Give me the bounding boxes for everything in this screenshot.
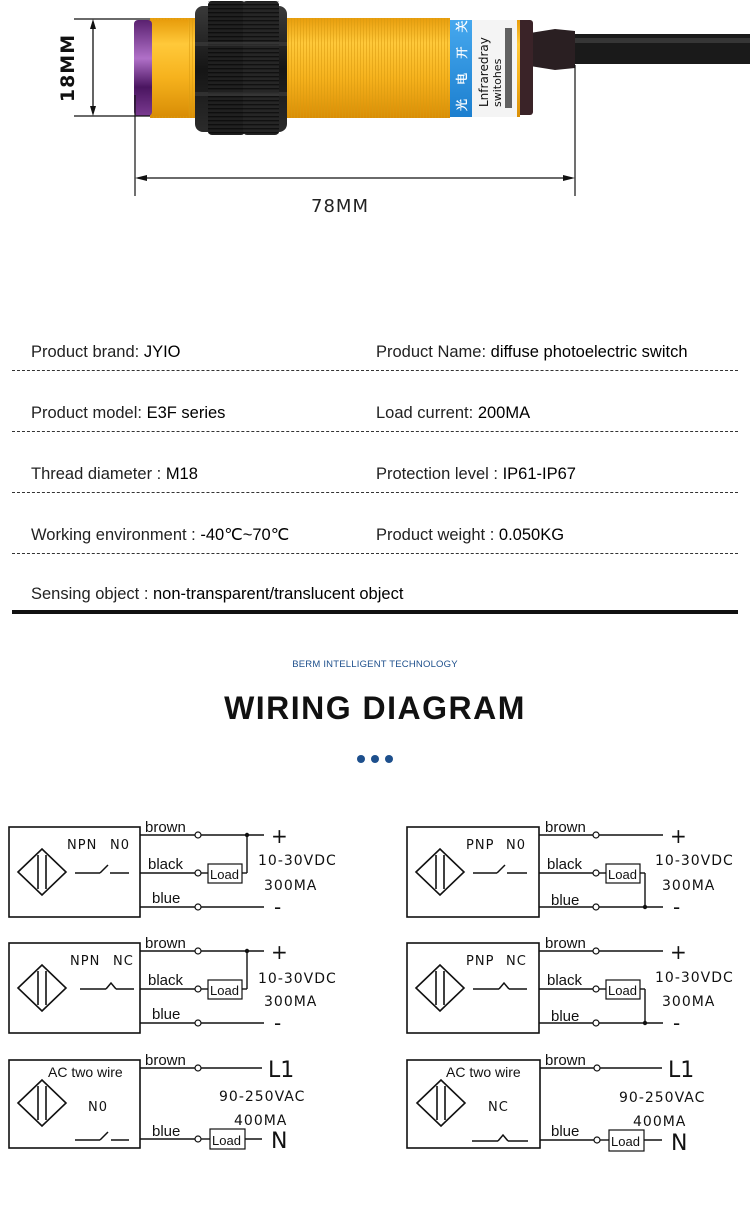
switch-nc-icon	[80, 983, 134, 989]
lens	[134, 20, 152, 116]
dot-icon	[357, 755, 365, 763]
positive-terminal: +	[271, 824, 288, 848]
dot-icon	[371, 755, 379, 763]
wiring-diagram-pnp-nc	[375, 931, 750, 1041]
sensor-symbol-icon	[18, 849, 66, 895]
switch-no-icon	[75, 1132, 129, 1140]
spec-load-current: Load current: 200MA	[376, 404, 531, 422]
positive-terminal: +	[670, 940, 687, 964]
contact-type-label: NC	[488, 1100, 509, 1115]
wiring-diagram-npn-nc	[0, 931, 375, 1041]
negative-terminal: -	[274, 895, 282, 919]
spec-row	[12, 554, 738, 614]
current-label: 400MA	[234, 1113, 288, 1129]
voltage-label: 90-250VAC	[219, 1089, 306, 1105]
wire-label-brown: brown	[145, 935, 186, 952]
output-type-label: PNP	[466, 838, 495, 853]
voltage-label: 10-30VDC	[258, 853, 337, 869]
output-type-label: NPN	[67, 838, 98, 853]
switch-no-icon	[473, 865, 527, 873]
spec-protection-level: Protection level : IP61-IP67	[376, 465, 576, 483]
cable-gland	[530, 29, 575, 70]
negative-terminal: -	[673, 895, 681, 919]
wire-label-blue: blue	[551, 1008, 580, 1025]
spec-row	[12, 432, 738, 493]
contact-type-label: N0	[88, 1100, 108, 1115]
company-tagline: BERM INTELLIGENT TECHNOLOGY	[292, 659, 458, 670]
current-label: 400MA	[633, 1114, 687, 1130]
voltage-label: 10-30VDC	[258, 971, 337, 987]
current-label: 300MA	[264, 878, 318, 894]
sensor-symbol-icon	[18, 1080, 66, 1126]
load-label: Load	[608, 867, 637, 882]
wire-label-black: black	[547, 972, 583, 989]
contact-type-label: N0	[506, 838, 526, 853]
wire-label-black: black	[148, 972, 184, 989]
length-dimension-label: 78MM	[311, 196, 369, 217]
wire-label-blue: blue	[152, 890, 181, 907]
load-label: Load	[210, 983, 239, 998]
wiring-diagram-pnp-no	[375, 815, 750, 925]
load-label: Load	[608, 983, 637, 998]
current-label: 300MA	[662, 994, 716, 1010]
current-label: 300MA	[264, 994, 318, 1010]
output-type-label: AC two wire	[48, 1064, 123, 1080]
contact-type-label: NC	[506, 954, 527, 969]
wiring-diagram-ac-no	[0, 1050, 375, 1160]
switch-no-icon	[75, 865, 129, 873]
line-terminal: L1	[268, 1058, 295, 1083]
spec-table	[12, 310, 738, 614]
wire-label-black: black	[148, 856, 184, 873]
wiring-diagram-npn-no	[0, 815, 375, 925]
wire-label-brown: brown	[145, 819, 186, 836]
output-type-label: PNP	[466, 954, 495, 969]
wire-label-brown: brown	[545, 1052, 586, 1069]
spec-row	[12, 493, 738, 554]
contact-type-label: N0	[110, 838, 130, 853]
switch-nc-icon	[473, 983, 527, 989]
section-title: WIRING DIAGRAM	[224, 690, 526, 726]
spec-brand: Product brand: JYIO	[31, 343, 181, 361]
voltage-label: 10-30VDC	[655, 853, 734, 869]
positive-terminal: +	[670, 824, 687, 848]
wire-label-blue: blue	[152, 1123, 181, 1140]
spec-model: Product model: E3F series	[31, 404, 226, 422]
wire-label-brown: brown	[545, 935, 586, 952]
wire-label-brown: brown	[145, 1052, 186, 1069]
product-photo	[0, 0, 750, 230]
load-label: Load	[611, 1134, 640, 1149]
wire-label-black: black	[547, 856, 583, 873]
spec-product-name: Product Name: diffuse photoelectric switch	[376, 343, 688, 361]
sensor-symbol-icon	[416, 965, 464, 1011]
voltage-label: 10-30VDC	[655, 970, 734, 986]
dot-icon	[385, 755, 393, 763]
output-type-label: AC two wire	[446, 1064, 521, 1080]
neutral-terminal: N	[671, 1131, 688, 1156]
decorative-dots	[357, 755, 393, 764]
label-line1: Lnfraredray	[477, 37, 491, 107]
sensor-symbol-icon	[416, 849, 464, 895]
switch-nc-icon	[472, 1135, 528, 1141]
negative-terminal: -	[673, 1011, 681, 1035]
wire-label-blue: blue	[551, 1123, 580, 1140]
positive-terminal: +	[271, 940, 288, 964]
load-label: Load	[210, 867, 239, 882]
spec-row	[12, 310, 738, 371]
label-chinese-text: 光 电 开 关	[455, 15, 469, 111]
wire-label-blue: blue	[551, 892, 580, 909]
negative-terminal: -	[274, 1011, 282, 1035]
sensor-symbol-icon	[417, 1080, 465, 1126]
label-line2: switohes	[491, 58, 504, 107]
line-terminal: L1	[668, 1058, 695, 1083]
height-dimension-label: 18MM	[57, 33, 80, 103]
spec-thread-diameter: Thread diameter : M18	[31, 465, 198, 483]
spec-sensing-object: Sensing object : non-transparent/translucent object	[31, 585, 404, 603]
spec-product-weight: Product weight : 0.050KG	[376, 526, 565, 544]
voltage-label: 90-250VAC	[619, 1090, 706, 1106]
load-label: Load	[212, 1133, 241, 1148]
spec-row	[12, 371, 738, 432]
wire-label-brown: brown	[545, 819, 586, 836]
wiring-diagram-ac-nc	[375, 1050, 750, 1160]
current-label: 300MA	[662, 878, 716, 894]
output-type-label: NPN	[70, 954, 101, 969]
sensor-symbol-icon	[18, 965, 66, 1011]
contact-type-label: NC	[113, 954, 134, 969]
neutral-terminal: N	[271, 1129, 288, 1154]
spec-working-environment: Working environment : -40℃~70℃	[31, 526, 290, 544]
wire-label-blue: blue	[152, 1006, 181, 1023]
